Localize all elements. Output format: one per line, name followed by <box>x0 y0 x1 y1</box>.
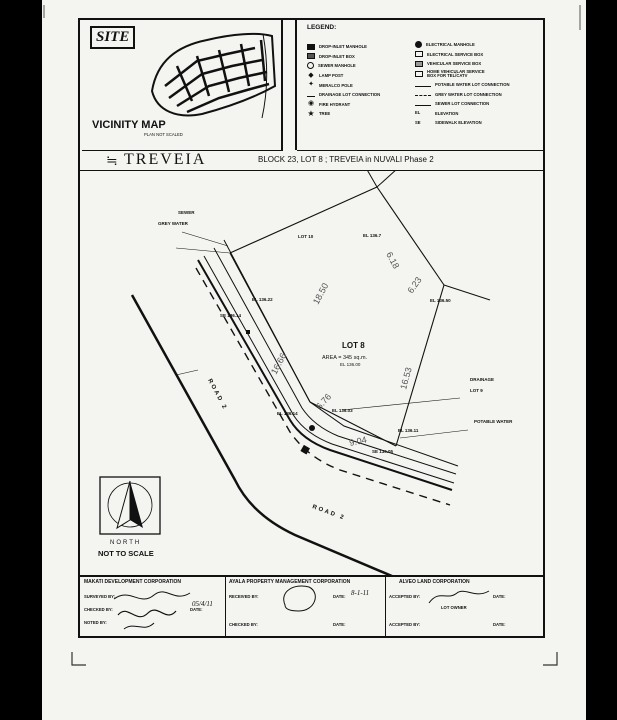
lot-boundary-front <box>230 253 310 402</box>
lot-elevation: EL 136.00 <box>340 362 361 367</box>
vicinity-map-graphic <box>137 26 277 121</box>
boundary-extension <box>350 170 377 187</box>
lamp-post-icon: ◆ <box>308 71 314 79</box>
field-label: CHECKED BY: <box>84 607 113 612</box>
legend-item: ★ TREE <box>307 108 331 118</box>
drainage-lot-connection-icon <box>307 93 315 97</box>
elevation-label: EL 136.50 <box>430 298 451 303</box>
dimension-label: 16.53 <box>398 366 414 391</box>
dimension-label: 6.76 <box>314 391 334 412</box>
lot-label: LOT 8 <box>342 341 365 350</box>
grey-water-lot-connection-icon <box>415 92 431 96</box>
elevation-label: EL 136.22 <box>252 297 273 302</box>
elevation-label: EL 136.11 <box>398 428 419 433</box>
legend-item: DROP-INLET BOX <box>307 52 412 62</box>
vicinity-map-subtitle: PLAN NOT SCALED <box>144 132 183 137</box>
lot-boundary-rear-right <box>377 187 444 285</box>
drop-inlet-box-icon <box>246 330 250 334</box>
boundary-extension <box>377 170 418 187</box>
meralco-pole-icon: ✦ <box>308 81 314 89</box>
field-label: CHECKED BY: <box>229 622 258 627</box>
potable-water-label: POTABLE WATER <box>474 419 513 424</box>
fire-hydrant-icon: ◉ <box>307 100 315 108</box>
drop-inlet-manhole-icon <box>307 44 315 50</box>
not-to-scale-note: NOT TO SCALE <box>98 549 154 558</box>
north-arrow-icon <box>108 481 152 528</box>
legend-left-column <box>307 42 412 119</box>
sewer-label: SEWER <box>178 210 195 215</box>
vicinity-map-panel <box>82 20 283 151</box>
signature-mark <box>275 581 325 617</box>
legend-item: SEWER LOT CONNECTION <box>415 99 541 109</box>
block-lot-info: BLOCK 23, LOT 8 ; TREVEIA in NUVALI Phase 2 <box>258 155 434 164</box>
dimension-label: 9.04 <box>348 434 368 448</box>
legend-title: LEGEND: <box>307 24 337 31</box>
signature-block <box>80 575 543 638</box>
legend-item: EL ELEVATION <box>415 110 459 116</box>
lot-10-label: LOT 10 <box>298 234 314 239</box>
legend-right-column <box>415 40 541 128</box>
signature-column-alveo <box>385 577 543 638</box>
legend-panel <box>297 20 543 151</box>
field-label: NOTED BY: <box>84 620 107 625</box>
elevation-label: EL 136.7 <box>363 233 382 238</box>
legend-item: ◉ FIRE HYDRANT <box>307 100 351 108</box>
site-label: SITE <box>90 26 135 49</box>
signature-mark <box>425 583 495 609</box>
signature-column-apmc <box>225 577 386 638</box>
home-vehicular-service-box-icon <box>415 71 423 77</box>
legend-item: VEHICULAR SERVICE BOX <box>415 59 541 69</box>
vicinity-divider <box>281 20 297 150</box>
signature-column-mdc <box>80 577 226 638</box>
sewer-lot-connection-icon <box>415 102 431 106</box>
brand-name: TREVEIA <box>124 151 207 168</box>
company-name: ALVEO LAND CORPORATION <box>399 579 470 585</box>
legend-item: ✦ MERALCO POLE <box>308 81 353 89</box>
dimension-label: 16.66 <box>268 351 289 376</box>
lot-9-label: LOT 9 <box>470 388 483 393</box>
sidewalk-elevation-icon: SE <box>415 119 421 125</box>
company-name: MAKATI DEVELOPMENT CORPORATION <box>84 579 182 585</box>
electrical-service-box-icon <box>415 51 423 57</box>
leader-line <box>176 370 198 375</box>
road-label: ROAD 2 <box>311 504 346 522</box>
title-strip <box>80 150 543 171</box>
legend-item: SE SIDEWALK ELEVATION <box>415 119 482 126</box>
elevation-icon: EL <box>415 110 421 116</box>
tree-icon: ★ <box>307 108 315 118</box>
vicinity-map-title: VICINITY MAP <box>92 119 166 131</box>
legend-item: SEWER MANHOLE <box>307 61 412 71</box>
leader-line <box>176 248 230 253</box>
legend-item: ELECTRICAL SERVICE BOX <box>415 50 541 60</box>
sewer-manhole-icon <box>307 62 314 69</box>
elevation-label: EL 136.14 <box>277 411 298 416</box>
boundary-extension <box>444 285 490 300</box>
drop-inlet-box-icon <box>307 53 315 59</box>
elevation-label: SE 136.14 <box>220 313 242 318</box>
lot-boundary-side <box>396 285 444 446</box>
electrical-manhole-icon <box>415 41 422 48</box>
leader-line <box>342 398 460 410</box>
field-label: DATE: <box>493 622 506 627</box>
field-label: DATE: <box>333 594 346 599</box>
field-label: DATE: <box>493 594 506 599</box>
field-label: RECEIVED BY: <box>229 594 259 599</box>
leader-line <box>182 232 228 246</box>
drainage-label: DRAINAGE <box>470 377 495 382</box>
legend-item: DROP-INLET MANHOLE <box>307 42 412 52</box>
lot-owner-label: LOT OWNER <box>441 605 467 610</box>
legend-item: GREY WATER LOT CONNECTION <box>415 89 541 99</box>
legend-item: ◆ LAMP POST <box>308 71 344 79</box>
treveia-logo-icon: ≒ <box>106 152 118 168</box>
drawing-sheet <box>78 18 545 638</box>
vehicular-service-box-icon <box>415 61 423 67</box>
company-name: AYALA PROPERTY MANAGEMENT CORPORATION <box>229 579 351 585</box>
elevation-label: SE 136.05 <box>372 449 394 454</box>
road-label: ROAD 2 <box>206 378 228 412</box>
legend-item: ELECTRICAL MANHOLE <box>415 40 541 50</box>
field-label: SURVEYED BY: <box>84 594 116 599</box>
field-label: DATE: <box>190 607 203 612</box>
grey-water-label: GREY WATER <box>158 221 188 226</box>
field-label: DATE: <box>333 622 346 627</box>
north-label: NORTH <box>110 540 142 546</box>
field-label: ACCEPTED BY: <box>389 622 421 627</box>
dimension-label: 6.18 <box>384 250 402 271</box>
site-plan-drawing <box>80 170 543 575</box>
lot-boundary-rear-left <box>230 187 377 253</box>
dimension-label: 18.50 <box>310 281 331 306</box>
handwritten-date: 05/4/11 <box>192 600 213 608</box>
potable-water-lot-connection-icon <box>415 83 431 87</box>
elevation-label: EL 136.03 <box>332 408 353 413</box>
handwritten-date: 8-1-11 <box>351 589 370 597</box>
field-label: ACCEPTED BY: <box>389 594 421 599</box>
dimension-label: 6.23 <box>405 275 424 296</box>
legend-item: HOME VEHICULAR SERVICE BOX FOR TEL/CATV <box>415 69 541 80</box>
sewer-manhole-icon <box>309 425 315 431</box>
lot-area: AREA = 345 sq.m. <box>322 355 368 361</box>
legend-item: DRAINAGE LOT CONNECTION <box>307 90 412 100</box>
legend-item: POTABLE WATER LOT CONNECTION <box>415 80 541 90</box>
